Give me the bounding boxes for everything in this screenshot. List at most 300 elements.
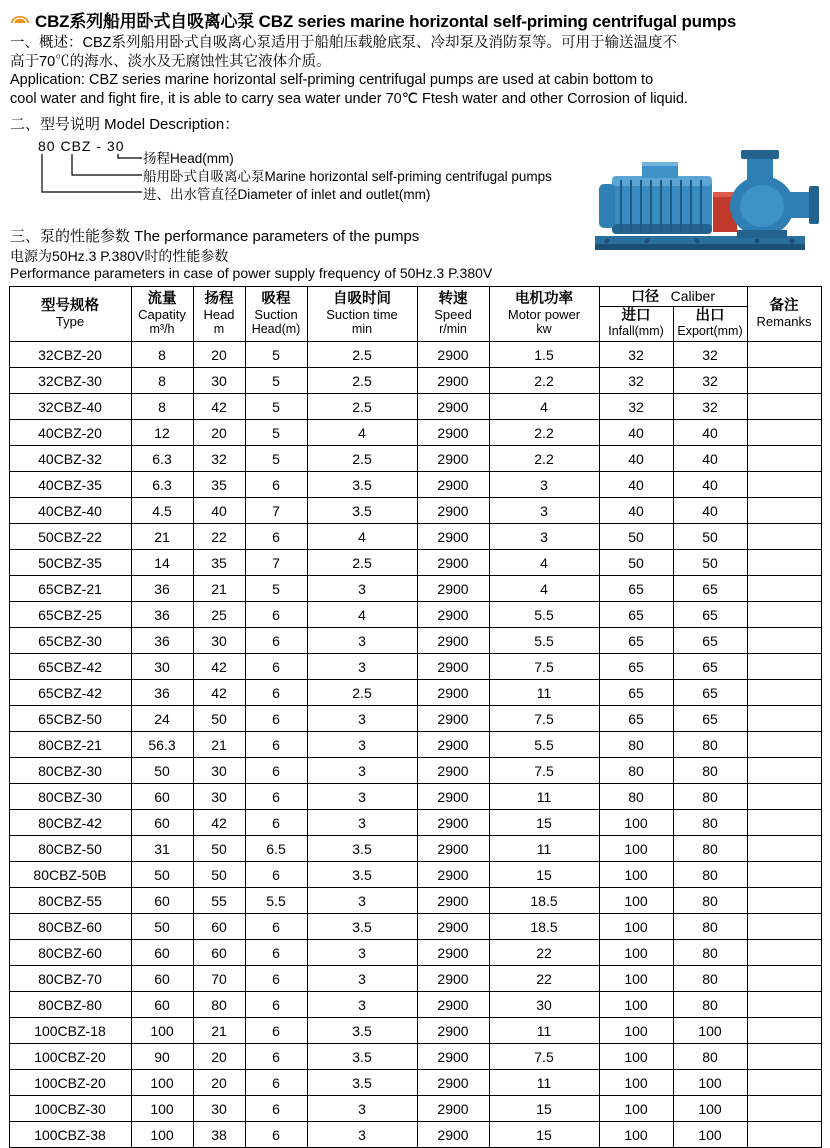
cell-priming: 3.5: [307, 472, 417, 498]
cell-flow: 36: [131, 680, 193, 706]
cell-speed: 2900: [417, 1044, 489, 1070]
cell-speed: 2900: [417, 862, 489, 888]
cell-power: 4: [489, 550, 599, 576]
table-row: [9, 706, 821, 732]
table-row: [9, 810, 821, 836]
cell-head: 25: [193, 602, 245, 628]
cell-remarks: [747, 498, 821, 524]
table-row: [9, 940, 821, 966]
cell-outlet: 100: [673, 1122, 747, 1148]
table-row: [9, 394, 821, 420]
cell-power: 15: [489, 1096, 599, 1122]
cell-flow: 8: [131, 342, 193, 368]
cell-model: 32CBZ-30: [9, 368, 131, 394]
cell-model: 80CBZ-30: [9, 758, 131, 784]
table-row: [9, 992, 821, 1018]
cell-outlet: 80: [673, 784, 747, 810]
cell-head: 21: [193, 1018, 245, 1044]
cell-outlet: 50: [673, 550, 747, 576]
cell-head: 70: [193, 966, 245, 992]
cell-suction: 6: [245, 1070, 307, 1096]
cell-suction: 6: [245, 602, 307, 628]
cell-inlet: 100: [599, 914, 673, 940]
cell-priming: 2.5: [307, 680, 417, 706]
cell-speed: 2900: [417, 342, 489, 368]
table-row: [9, 784, 821, 810]
cell-suction: 6.5: [245, 836, 307, 862]
cell-priming: 3.5: [307, 862, 417, 888]
cell-speed: 2900: [417, 706, 489, 732]
cell-model: 80CBZ-60: [9, 940, 131, 966]
cell-remarks: [747, 420, 821, 446]
cell-outlet: 65: [673, 706, 747, 732]
col-header-outlet: 出口 Export(mm): [673, 307, 747, 342]
cell-remarks: [747, 1122, 821, 1148]
cell-remarks: [747, 1096, 821, 1122]
cell-model: 40CBZ-40: [9, 498, 131, 524]
cell-remarks: [747, 1018, 821, 1044]
cell-suction: 6: [245, 940, 307, 966]
cell-inlet: 40: [599, 446, 673, 472]
cell-suction: 6: [245, 654, 307, 680]
cell-remarks: [747, 342, 821, 368]
cell-head: 80: [193, 992, 245, 1018]
table-header-row: [9, 287, 821, 307]
col-header-remarks: 备注 Remanks: [747, 287, 821, 342]
cell-inlet: 80: [599, 732, 673, 758]
cell-priming: 3.5: [307, 836, 417, 862]
cell-power: 30: [489, 992, 599, 1018]
cell-head: 50: [193, 706, 245, 732]
cell-speed: 2900: [417, 758, 489, 784]
cell-head: 60: [193, 914, 245, 940]
cell-outlet: 65: [673, 576, 747, 602]
cell-remarks: [747, 602, 821, 628]
cell-speed: 2900: [417, 602, 489, 628]
cell-speed: 2900: [417, 654, 489, 680]
cell-inlet: 50: [599, 524, 673, 550]
cell-priming: 2.5: [307, 368, 417, 394]
cell-priming: 3: [307, 888, 417, 914]
table-row: [9, 966, 821, 992]
cell-model: 65CBZ-25: [9, 602, 131, 628]
cell-flow: 60: [131, 940, 193, 966]
cell-suction: 5: [245, 446, 307, 472]
table-row: [9, 420, 821, 446]
cell-model: 40CBZ-35: [9, 472, 131, 498]
cell-remarks: [747, 914, 821, 940]
leader-label-diameter: 进、出水管直径Diameter of inlet and outlet(mm): [143, 187, 431, 202]
cell-head: 60: [193, 940, 245, 966]
table-row: [9, 1122, 821, 1148]
cell-flow: 56.3: [131, 732, 193, 758]
cell-head: 35: [193, 472, 245, 498]
cell-head: 50: [193, 862, 245, 888]
table-row: [9, 472, 821, 498]
cell-remarks: [747, 940, 821, 966]
cell-outlet: 65: [673, 680, 747, 706]
cell-inlet: 100: [599, 888, 673, 914]
intro-line-1: 一、概述：CBZ系列船用卧式自吸离心泵适用于船舶压载舱底泵、冷却泵及消防泵等。可用于输送温度不: [10, 35, 677, 51]
cell-outlet: 65: [673, 602, 747, 628]
cell-power: 18.5: [489, 888, 599, 914]
cell-power: 2.2: [489, 420, 599, 446]
cell-suction: 5.5: [245, 888, 307, 914]
cell-flow: 50: [131, 862, 193, 888]
cell-speed: 2900: [417, 680, 489, 706]
cell-flow: 14: [131, 550, 193, 576]
cell-head: 22: [193, 524, 245, 550]
cell-head: 42: [193, 680, 245, 706]
cell-priming: 3: [307, 706, 417, 732]
cell-flow: 60: [131, 784, 193, 810]
table-row: [9, 576, 821, 602]
intro-line-2: 高于70℃的海水、淡水及无腐蚀性其它液体介质。: [10, 53, 331, 70]
cell-priming: 3: [307, 732, 417, 758]
cell-inlet: 40: [599, 420, 673, 446]
performance-note-en: Performance parameters in case of power supply frequency of 50Hz.3 P.380V: [10, 265, 493, 281]
cell-head: 42: [193, 394, 245, 420]
cell-model: 100CBZ-20: [9, 1044, 131, 1070]
cell-inlet: 100: [599, 836, 673, 862]
cell-outlet: 100: [673, 1018, 747, 1044]
cell-power: 3: [489, 472, 599, 498]
cell-inlet: 65: [599, 680, 673, 706]
cell-speed: 2900: [417, 940, 489, 966]
cell-model: 50CBZ-22: [9, 524, 131, 550]
cell-remarks: [747, 706, 821, 732]
cell-remarks: [747, 1070, 821, 1096]
cell-power: 3: [489, 498, 599, 524]
cell-flow: 60: [131, 888, 193, 914]
cell-flow: 8: [131, 368, 193, 394]
cell-inlet: 100: [599, 1018, 673, 1044]
cell-flow: 36: [131, 576, 193, 602]
cell-head: 21: [193, 576, 245, 602]
cell-inlet: 65: [599, 602, 673, 628]
cell-flow: 60: [131, 966, 193, 992]
table-row: [9, 446, 821, 472]
cell-model: 65CBZ-30: [9, 628, 131, 654]
cell-model: 65CBZ-21: [9, 576, 131, 602]
cell-speed: 2900: [417, 420, 489, 446]
cell-model: 80CBZ-80: [9, 992, 131, 1018]
cell-outlet: 80: [673, 758, 747, 784]
cell-power: 2.2: [489, 368, 599, 394]
cell-power: 3: [489, 524, 599, 550]
cell-remarks: [747, 628, 821, 654]
cell-suction: 7: [245, 498, 307, 524]
table-row: [9, 602, 821, 628]
table-row: [9, 342, 821, 368]
cell-outlet: 32: [673, 394, 747, 420]
cell-power: 7.5: [489, 758, 599, 784]
cell-suction: 6: [245, 992, 307, 1018]
cell-remarks: [747, 784, 821, 810]
cell-power: 15: [489, 1122, 599, 1148]
cell-remarks: [747, 810, 821, 836]
cell-head: 30: [193, 758, 245, 784]
cell-remarks: [747, 1044, 821, 1070]
cell-head: 20: [193, 1044, 245, 1070]
cell-flow: 100: [131, 1096, 193, 1122]
table-row: [9, 888, 821, 914]
cell-head: 30: [193, 368, 245, 394]
cell-head: 50: [193, 836, 245, 862]
cell-flow: 6.3: [131, 472, 193, 498]
cell-inlet: 100: [599, 966, 673, 992]
cell-inlet: 32: [599, 368, 673, 394]
cell-speed: 2900: [417, 446, 489, 472]
cell-priming: 4: [307, 420, 417, 446]
cell-flow: 50: [131, 758, 193, 784]
cell-outlet: 80: [673, 888, 747, 914]
cell-suction: 5: [245, 368, 307, 394]
cell-flow: 8: [131, 394, 193, 420]
cell-priming: 3: [307, 992, 417, 1018]
cell-flow: 12: [131, 420, 193, 446]
cell-suction: 7: [245, 550, 307, 576]
cell-remarks: [747, 550, 821, 576]
cell-power: 15: [489, 862, 599, 888]
cell-inlet: 100: [599, 810, 673, 836]
cell-remarks: [747, 576, 821, 602]
cell-remarks: [747, 732, 821, 758]
cell-outlet: 80: [673, 1044, 747, 1070]
cell-outlet: 40: [673, 446, 747, 472]
cell-power: 7.5: [489, 654, 599, 680]
specifications-table: [9, 286, 822, 1148]
cell-remarks: [747, 758, 821, 784]
cell-outlet: 80: [673, 914, 747, 940]
cell-priming: 3: [307, 758, 417, 784]
cell-inlet: 100: [599, 1044, 673, 1070]
table-row: [9, 550, 821, 576]
table-row: [9, 524, 821, 550]
intro-line-3: Application: CBZ series marine horizontal self-priming centrifugal pumps are used at cabin bottom to: [10, 72, 654, 88]
cell-model: 80CBZ-50: [9, 836, 131, 862]
cell-remarks: [747, 862, 821, 888]
cell-priming: 3: [307, 654, 417, 680]
cell-power: 15: [489, 810, 599, 836]
introduction-block: [0, 35, 830, 108]
cell-model: 100CBZ-30: [9, 1096, 131, 1122]
table-row: [9, 1044, 821, 1070]
cell-model: 80CBZ-55: [9, 888, 131, 914]
cell-suction: 5: [245, 342, 307, 368]
pump-logo-icon: [10, 13, 30, 27]
cell-head: 30: [193, 628, 245, 654]
cell-speed: 2900: [417, 784, 489, 810]
leader-lines: [10, 136, 150, 220]
cell-suction: 5: [245, 420, 307, 446]
table-row: [9, 498, 821, 524]
table-row: [9, 758, 821, 784]
cell-head: 32: [193, 446, 245, 472]
performance-note-cn: 电源为50Hz.3 P.380V时的性能参数: [10, 248, 229, 264]
cell-outlet: 100: [673, 1096, 747, 1122]
cell-head: 55: [193, 888, 245, 914]
cell-remarks: [747, 446, 821, 472]
cell-outlet: 80: [673, 810, 747, 836]
cell-model: 80CBZ-42: [9, 810, 131, 836]
table-row: [9, 654, 821, 680]
cell-speed: 2900: [417, 914, 489, 940]
cell-model: 40CBZ-20: [9, 420, 131, 446]
cell-head: 35: [193, 550, 245, 576]
cell-suction: 5: [245, 576, 307, 602]
cell-suction: 6: [245, 706, 307, 732]
cell-outlet: 80: [673, 836, 747, 862]
cell-remarks: [747, 680, 821, 706]
cell-head: 38: [193, 1122, 245, 1148]
leader-label-pump: 船用卧式自吸离心泵Marine horizontal self-priming centrifugal pumps: [143, 169, 552, 184]
cell-speed: 2900: [417, 628, 489, 654]
cell-priming: 3.5: [307, 1044, 417, 1070]
cell-priming: 3.5: [307, 1018, 417, 1044]
model-description-heading: 二、型号说明 Model Description：: [10, 116, 240, 133]
cell-model: 32CBZ-40: [9, 394, 131, 420]
col-header-caliber: 口径 Caliber: [599, 287, 747, 307]
cell-inlet: 100: [599, 1096, 673, 1122]
cell-speed: 2900: [417, 1096, 489, 1122]
cell-remarks: [747, 654, 821, 680]
cell-power: 11: [489, 680, 599, 706]
cell-speed: 2900: [417, 472, 489, 498]
cell-flow: 31: [131, 836, 193, 862]
cell-model: 80CBZ-50B: [9, 862, 131, 888]
cell-outlet: 50: [673, 524, 747, 550]
cell-suction: 6: [245, 1044, 307, 1070]
col-header-flow: 流量 Capatity m³/h: [131, 287, 193, 342]
cell-outlet: 65: [673, 654, 747, 680]
cell-model: 32CBZ-20: [9, 342, 131, 368]
specifications-table-body: [9, 342, 821, 1148]
cell-suction: 6: [245, 966, 307, 992]
cell-speed: 2900: [417, 732, 489, 758]
cell-speed: 2900: [417, 498, 489, 524]
cell-power: 11: [489, 836, 599, 862]
cell-suction: 6: [245, 472, 307, 498]
cell-remarks: [747, 368, 821, 394]
cell-suction: 6: [245, 628, 307, 654]
cell-inlet: 100: [599, 1122, 673, 1148]
cell-inlet: 40: [599, 472, 673, 498]
cell-inlet: 40: [599, 498, 673, 524]
cell-speed: 2900: [417, 550, 489, 576]
cell-suction: 5: [245, 394, 307, 420]
cell-suction: 6: [245, 914, 307, 940]
cell-remarks: [747, 966, 821, 992]
cell-power: 5.5: [489, 732, 599, 758]
cell-speed: 2900: [417, 524, 489, 550]
table-row: [9, 1096, 821, 1122]
page-title: CBZ系列船用卧式自吸离心泵 CBZ series marine horizontal self-priming centrifugal pumps: [35, 12, 737, 31]
cell-remarks: [747, 992, 821, 1018]
cell-power: 7.5: [489, 706, 599, 732]
model-code-label: 80 CBZ - 30: [38, 138, 125, 154]
cell-speed: 2900: [417, 992, 489, 1018]
cell-suction: 6: [245, 810, 307, 836]
cell-flow: 6.3: [131, 446, 193, 472]
cell-remarks: [747, 524, 821, 550]
cell-priming: 4: [307, 602, 417, 628]
col-header-speed: 转速 Speed r/min: [417, 287, 489, 342]
cell-outlet: 32: [673, 368, 747, 394]
cell-flow: 90: [131, 1044, 193, 1070]
cell-outlet: 80: [673, 732, 747, 758]
cell-model: 80CBZ-30: [9, 784, 131, 810]
table-row: [9, 368, 821, 394]
cell-outlet: 80: [673, 940, 747, 966]
cell-power: 4: [489, 394, 599, 420]
cell-priming: 4: [307, 524, 417, 550]
cell-priming: 3: [307, 784, 417, 810]
cell-model: 80CBZ-21: [9, 732, 131, 758]
cell-speed: 2900: [417, 1070, 489, 1096]
cell-head: 30: [193, 784, 245, 810]
pump-product-photo: [587, 140, 822, 260]
table-row: [9, 862, 821, 888]
cell-inlet: 32: [599, 394, 673, 420]
cell-power: 5.5: [489, 602, 599, 628]
cell-model: 100CBZ-38: [9, 1122, 131, 1148]
cell-speed: 2900: [417, 368, 489, 394]
cell-inlet: 80: [599, 784, 673, 810]
cell-head: 20: [193, 342, 245, 368]
cell-outlet: 40: [673, 498, 747, 524]
cell-priming: 3: [307, 1122, 417, 1148]
cell-model: 100CBZ-18: [9, 1018, 131, 1044]
cell-priming: 3: [307, 628, 417, 654]
cell-speed: 2900: [417, 888, 489, 914]
cell-suction: 6: [245, 524, 307, 550]
cell-priming: 3: [307, 966, 417, 992]
cell-speed: 2900: [417, 1122, 489, 1148]
cell-remarks: [747, 472, 821, 498]
cell-inlet: 100: [599, 940, 673, 966]
cell-flow: 24: [131, 706, 193, 732]
cell-inlet: 100: [599, 1070, 673, 1096]
cell-priming: 3.5: [307, 498, 417, 524]
cell-power: 4: [489, 576, 599, 602]
cell-inlet: 65: [599, 576, 673, 602]
cell-outlet: 65: [673, 628, 747, 654]
cell-head: 20: [193, 1070, 245, 1096]
col-header-priming-time: 自吸时间 Suction time min: [307, 287, 417, 342]
cell-inlet: 100: [599, 862, 673, 888]
col-header-inlet: 进口 Infall(mm): [599, 307, 673, 342]
table-row: [9, 1018, 821, 1044]
cell-speed: 2900: [417, 1018, 489, 1044]
cell-head: 20: [193, 420, 245, 446]
cell-power: 22: [489, 966, 599, 992]
cell-outlet: 80: [673, 862, 747, 888]
cell-priming: 3.5: [307, 1070, 417, 1096]
cell-suction: 6: [245, 680, 307, 706]
cell-outlet: 80: [673, 966, 747, 992]
cell-head: 30: [193, 1096, 245, 1122]
cell-flow: 36: [131, 628, 193, 654]
cell-flow: 50: [131, 914, 193, 940]
cell-model: 65CBZ-50: [9, 706, 131, 732]
cell-flow: 21: [131, 524, 193, 550]
cell-priming: 3.5: [307, 914, 417, 940]
col-header-motor-power: 电机功率 Motor power kw: [489, 287, 599, 342]
cell-power: 5.5: [489, 628, 599, 654]
cell-head: 21: [193, 732, 245, 758]
cell-inlet: 50: [599, 550, 673, 576]
